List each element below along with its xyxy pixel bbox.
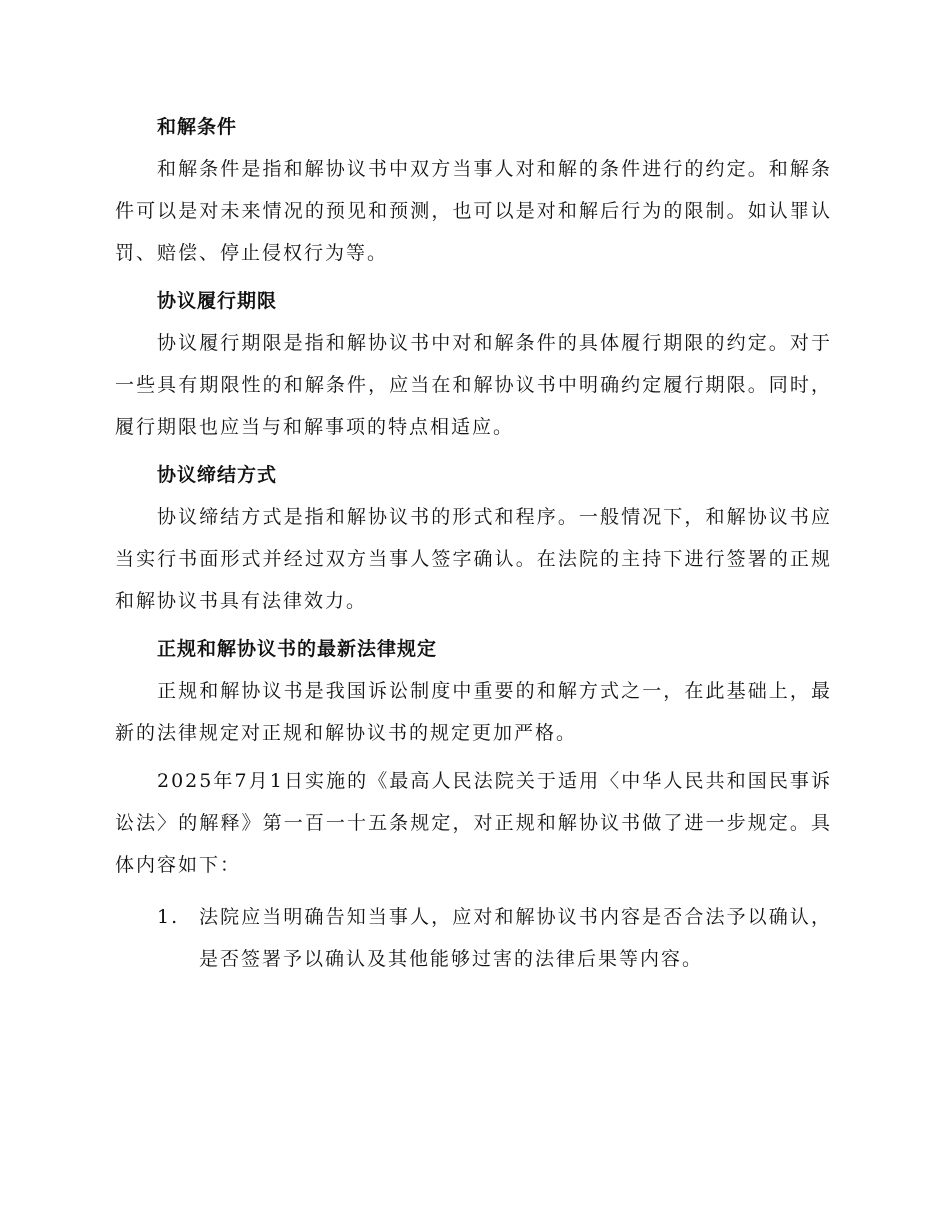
section-paragraph: 协议履行期限是指和解协议书中对和解条件的具体履行期限的约定。对于一些具有期限性的和解条件，应当在和解协议书中明确约定履行期限。同时，履行期限也应当与和解事项的特点相适应。 [115,332,832,438]
list-text: 法院应当明确告知当事人，应对和解协议书内容是否合法予以确认，是否签署予以确认及其他能够过害的法律后果等内容。 [199,906,832,970]
section-conclusion-method [115,454,832,622]
section-paragraph: 协议缔结方式是指和解协议书的形式和程序。一般情况下，和解协议书应当实行书面形式并经过双方当事人签字确认。在法院的主持下进行签署的正规和解协议书具有法律效力。 [115,506,832,612]
list-item [115,896,832,980]
section-heading: 协议履行期限 [157,290,278,312]
section-settlement-conditions [115,106,832,274]
list-number: 1. [157,906,180,928]
section-paragraph: 和解条件是指和解协议书中双方当事人对和解的条件进行的约定。和解条件可以是对未来情况的预见和预测，也可以是对和解后行为的限制。如认罪认罚、赔偿、停止侵权行为等。 [115,158,832,264]
section-performance-period [115,280,832,448]
section-paragraph: 2025年7月1日实施的《最高人民法院关于适用〈中华人民共和国民事诉讼法〉的解释》第一百一十五条规定，对正规和解协议书做了进一步规定。具体内容如下： [115,770,832,876]
section-paragraph: 正规和解协议书是我国诉讼制度中重要的和解方式之一，在此基础上，最新的法律规定对正规和解协议书的规定更加严格。 [115,680,832,744]
section-heading: 正规和解协议书的最新法律规定 [157,638,438,660]
section-latest-legal-provisions [115,628,832,886]
section-heading: 协议缔结方式 [157,464,278,486]
section-heading: 和解条件 [157,116,238,138]
